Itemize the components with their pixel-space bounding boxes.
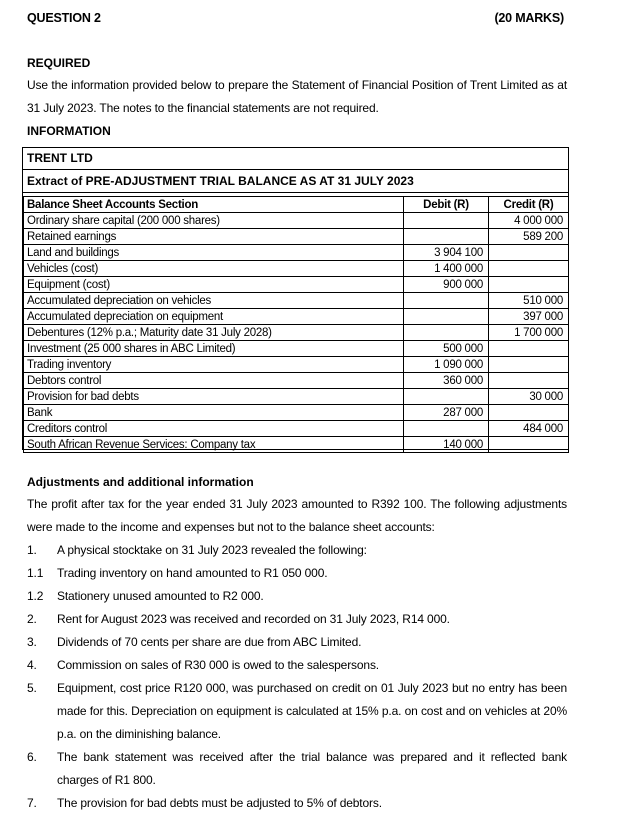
list-item [27, 608, 567, 631]
required-heading: REQUIRED [27, 56, 91, 70]
account-cell: Equipment (cost) [24, 277, 404, 293]
table-row [24, 421, 569, 437]
table-row [24, 213, 569, 229]
item-text: Stationery unused amounted to R2 000. [57, 589, 264, 603]
item-number: 7. [27, 796, 37, 810]
item-text: Commission on sales of R30 000 is owed to the salespersons. [57, 658, 379, 672]
account-cell: Land and buildings [24, 245, 404, 261]
trial-balance-table [23, 196, 569, 453]
credit-cell [489, 261, 569, 277]
list-item [27, 631, 567, 654]
information-heading: INFORMATION [27, 124, 111, 138]
item-text: The provision for bad debts must be adjusted to 5% of debtors. [57, 796, 382, 810]
item-number: 1.2 [27, 589, 44, 603]
debit-cell: 900 000 [404, 277, 489, 293]
required-text: Use the information provided below to prepare the Statement of Financial Position of Trent Limited as at 31 July 2023. The notes to the financial statements are not required. [27, 78, 567, 115]
table-row [24, 245, 569, 261]
list-item [27, 746, 567, 792]
list-item [27, 539, 567, 562]
credit-cell [489, 245, 569, 261]
credit-cell: 1 700 000 [489, 325, 569, 341]
table-row [24, 309, 569, 325]
item-number: 3. [27, 635, 37, 649]
debit-cell [404, 325, 489, 341]
credit-cell [489, 373, 569, 389]
item-text: A physical stocktake on 31 July 2023 revealed the following: [57, 543, 367, 557]
debit-cell: 287 000 [404, 405, 489, 421]
table-row [24, 261, 569, 277]
account-cell: Vehicles (cost) [24, 261, 404, 277]
account-cell: Investment (25 000 shares in ABC Limited) [24, 341, 404, 357]
debit-cell [404, 421, 489, 437]
item-text: Dividends of 70 cents per share are due from ABC Limited. [57, 635, 362, 649]
item-text: Trading inventory on hand amounted to R1 050 000. [57, 566, 328, 580]
account-cell: Trading inventory [24, 357, 404, 373]
debit-header: Debit (R) [404, 197, 489, 213]
table-row [24, 357, 569, 373]
item-number: 6. [27, 750, 37, 764]
account-cell: Accumulated depreciation on vehicles [24, 293, 404, 309]
table-row [24, 405, 569, 421]
debit-cell [404, 389, 489, 405]
company-name: TRENT LTD [23, 148, 568, 170]
credit-cell [489, 405, 569, 421]
item-number: 5. [27, 681, 37, 695]
item-text: Equipment, cost price R120 000, was purchased on credit on 01 July 2023 but no entry has been made for this. Depreciation on equipment is calculated at 15% p.a. on cost and on vehicles at 20% p.a. on the diminishing balance. [57, 681, 567, 741]
list-item [27, 562, 567, 585]
debit-cell [404, 213, 489, 229]
credit-cell: 30 000 [489, 389, 569, 405]
debit-cell [404, 229, 489, 245]
table-row [24, 373, 569, 389]
trial-balance [22, 147, 569, 450]
debit-cell: 140 000 [404, 437, 489, 453]
section-header: Balance Sheet Accounts Section [24, 197, 404, 213]
table-row [24, 437, 569, 453]
item-number: 1. [27, 543, 37, 557]
credit-header: Credit (R) [489, 197, 569, 213]
credit-cell: 4 000 000 [489, 213, 569, 229]
list-item [27, 585, 567, 608]
account-cell: Accumulated depreciation on equipment [24, 309, 404, 325]
credit-cell: 397 000 [489, 309, 569, 325]
table-row [24, 229, 569, 245]
credit-cell: 510 000 [489, 293, 569, 309]
debit-cell: 1 090 000 [404, 357, 489, 373]
list-item [27, 677, 567, 746]
table-row [24, 277, 569, 293]
debit-cell: 1 400 000 [404, 261, 489, 277]
item-number: 4. [27, 658, 37, 672]
credit-cell: 589 200 [489, 229, 569, 245]
credit-cell [489, 437, 569, 453]
debit-cell [404, 309, 489, 325]
account-cell: Provision for bad debts [24, 389, 404, 405]
account-cell: Ordinary share capital (200 000 shares) [24, 213, 404, 229]
credit-cell [489, 277, 569, 293]
credit-cell [489, 357, 569, 373]
table-row [24, 325, 569, 341]
table-row [24, 341, 569, 357]
account-cell: Bank [24, 405, 404, 421]
list-item [27, 792, 567, 815]
marks-label: (20 MARKS) [494, 11, 564, 25]
account-cell: Creditors control [24, 421, 404, 437]
adjustments-intro: The profit after tax for the year ended 31 July 2023 amounted to R392 100. The following adjustments were made to the income and expenses but not to the balance sheet accounts: [27, 497, 567, 534]
account-cell: South African Revenue Services: Company tax [24, 437, 404, 453]
account-cell: Retained earnings [24, 229, 404, 245]
account-cell: Debtors control [24, 373, 404, 389]
debit-cell: 500 000 [404, 341, 489, 357]
credit-cell: 484 000 [489, 421, 569, 437]
credit-cell [489, 341, 569, 357]
debit-cell [404, 293, 489, 309]
table-row [24, 389, 569, 405]
item-number: 2. [27, 612, 37, 626]
table-header-row [24, 197, 569, 213]
adjustments-heading: Adjustments and additional information [27, 475, 254, 489]
list-item [27, 654, 567, 677]
adjustments-list [27, 539, 567, 815]
table-row [24, 293, 569, 309]
account-cell: Debentures (12% p.a.; Maturity date 31 July 2028) [24, 325, 404, 341]
debit-cell: 360 000 [404, 373, 489, 389]
debit-cell: 3 904 100 [404, 245, 489, 261]
item-number: 1.1 [27, 566, 44, 580]
item-text: The bank statement was received after the trial balance was prepared and it reflected bank charges of R1 800. [57, 750, 567, 787]
item-text: Rent for August 2023 was received and recorded on 31 July 2023, R14 000. [57, 612, 450, 626]
question-number: QUESTION 2 [27, 11, 101, 25]
trial-balance-title: Extract of PRE-ADJUSTMENT TRIAL BALANCE AS AT 31 JULY 2023 [23, 170, 568, 193]
